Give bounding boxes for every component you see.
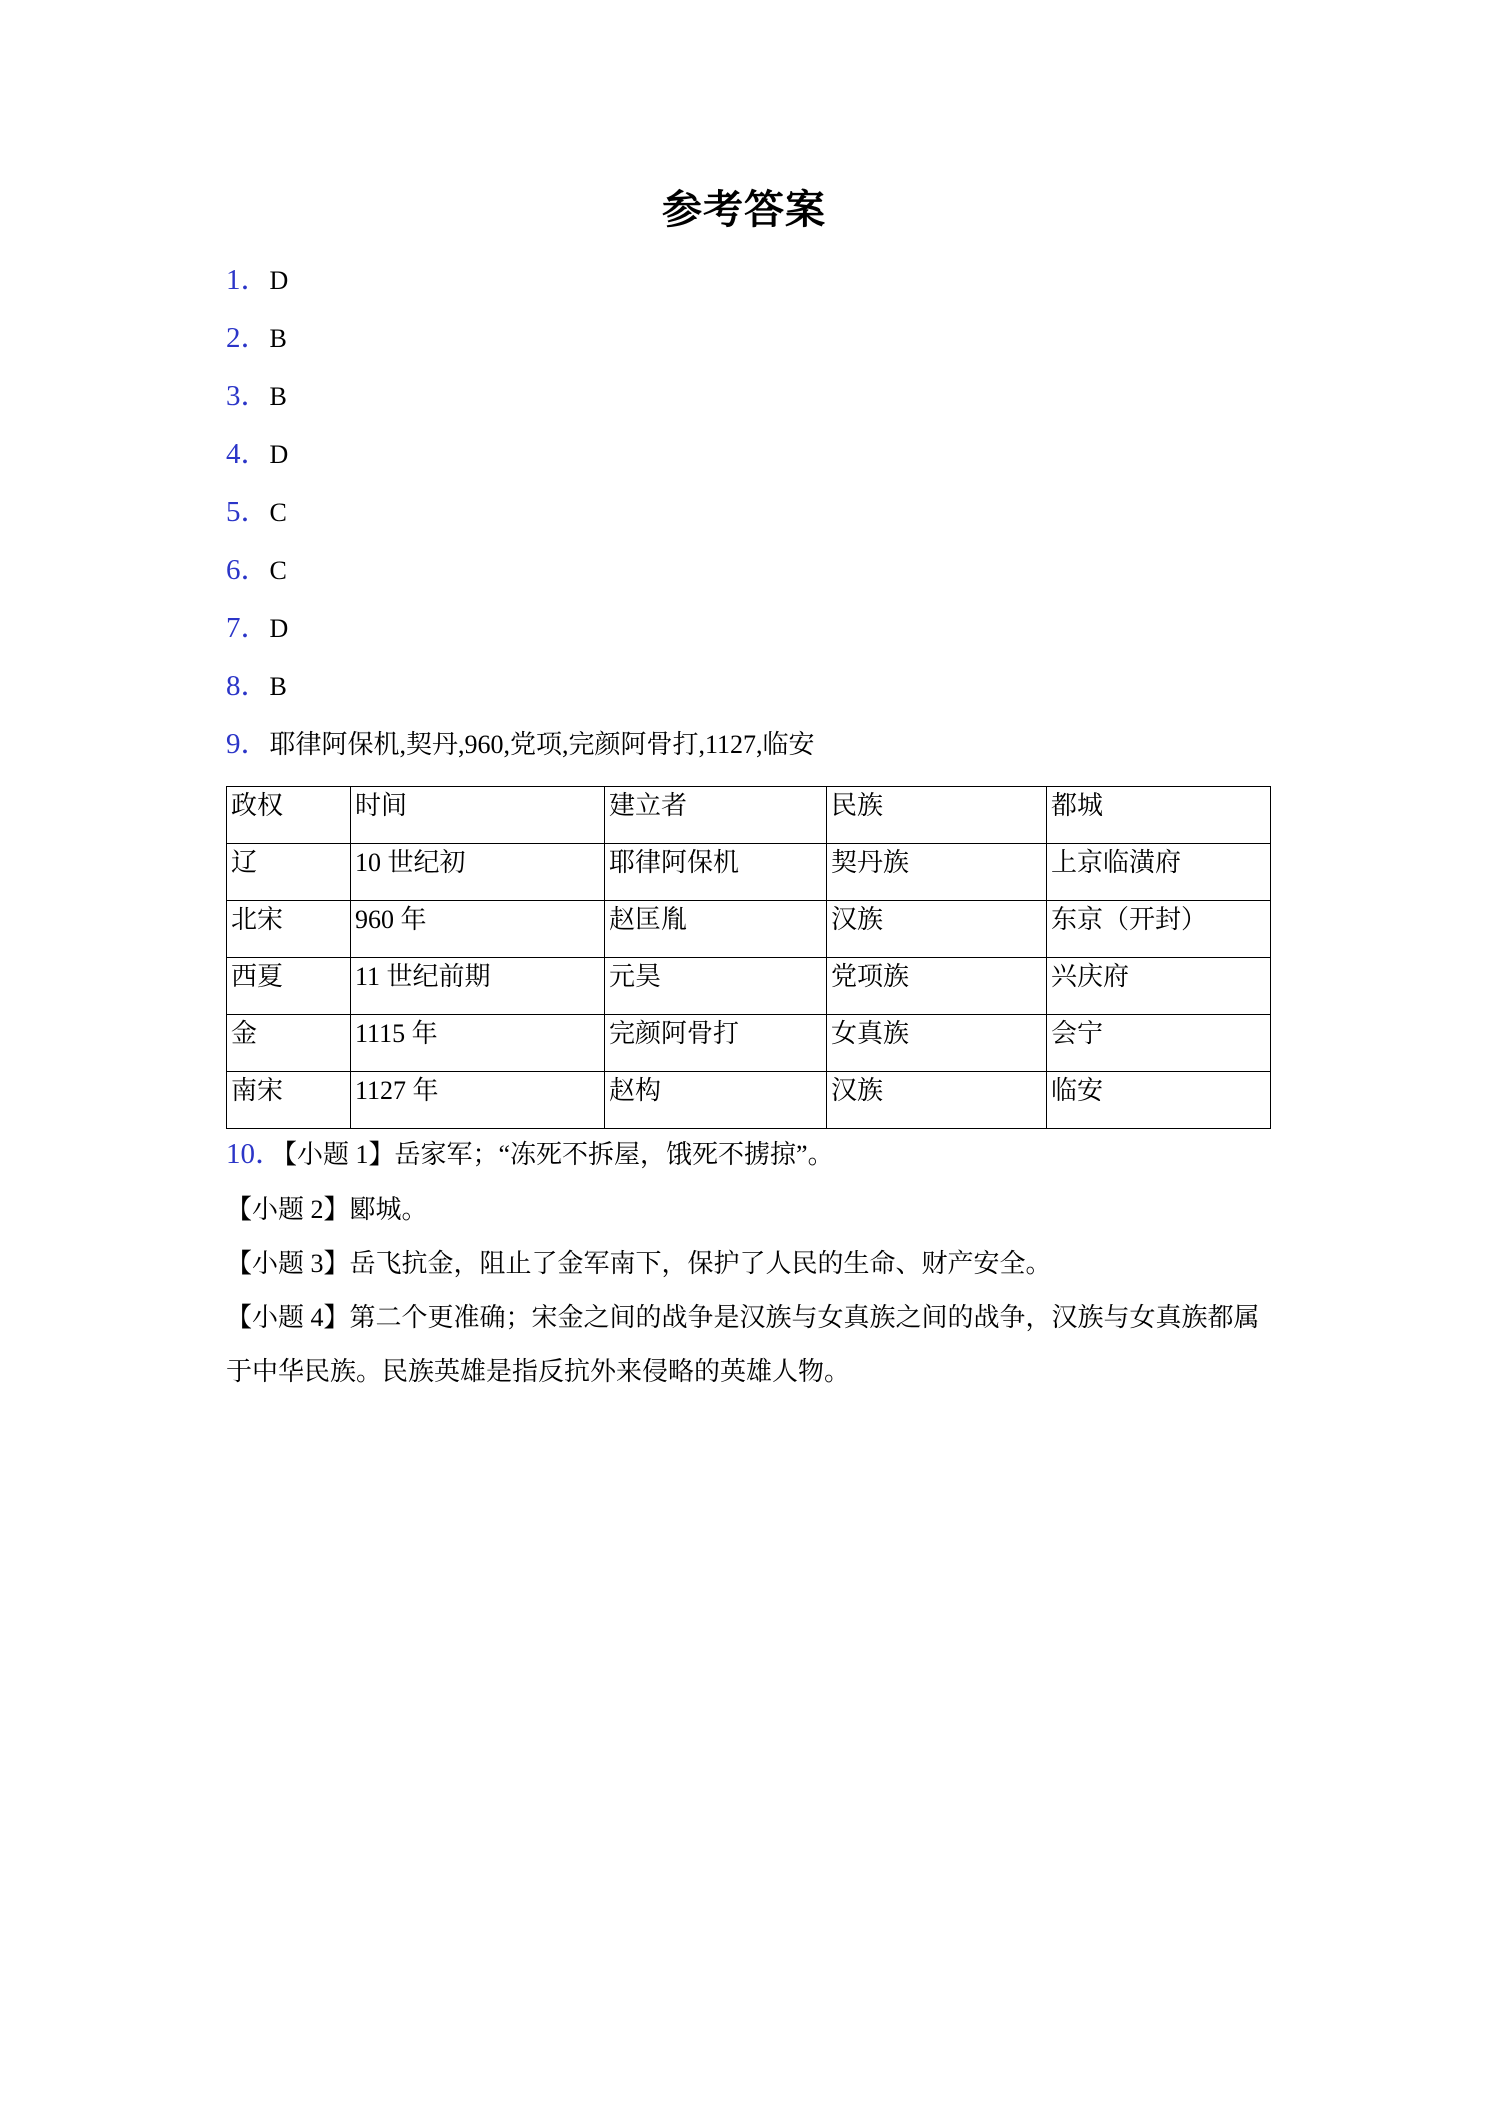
- q10-sub3: 【小题 3】岳飞抗金，阻止了金军南下，保护了人民的生命、财产安全。: [226, 1249, 1052, 1278]
- table-cell: 耶律阿保机: [605, 844, 827, 901]
- q10-sub4-line1: 【小题 4】第二个更准确；宋金之间的战争是汉族与女真族之间的战争，汉族与女真族都属: [226, 1303, 1260, 1332]
- q10-sub4-line2: 于中华民族。民族英雄是指反抗外来侵略的英雄人物。: [226, 1357, 851, 1386]
- table-cell: 北宋: [227, 901, 351, 958]
- answer-text: B: [269, 324, 287, 353]
- table-cell: 上京临潢府: [1047, 844, 1271, 901]
- answer-text: 耶律阿保机,契丹,960,党项,完颜阿骨打,1127,临安: [269, 730, 815, 759]
- answer-number: 7．: [226, 612, 270, 644]
- answer-number: 3．: [226, 380, 270, 412]
- answer-number: 10．: [226, 1138, 285, 1170]
- answer-number: 2．: [226, 322, 270, 354]
- table-cell: 西夏: [227, 958, 351, 1015]
- q10-sub1: [226, 1134, 1276, 1175]
- answer-item: [226, 260, 288, 300]
- table-cell: 赵构: [605, 1072, 827, 1129]
- table-cell: 临安: [1047, 1072, 1271, 1129]
- table-cell: 南宋: [227, 1072, 351, 1129]
- table-cell: 11 世纪前期: [351, 958, 605, 1015]
- answer-text: B: [269, 382, 287, 411]
- answer-item: [226, 318, 287, 358]
- table-cell: 时间: [351, 787, 605, 844]
- table-cell: 契丹族: [827, 844, 1047, 901]
- answer-number: 5．: [226, 496, 270, 528]
- answer-number: 4．: [226, 438, 270, 470]
- table-cell: 960 年: [351, 901, 605, 958]
- table-row: [227, 844, 1271, 901]
- table-cell: 建立者: [605, 787, 827, 844]
- q10-sub1-text: 【小题 1】岳家军；“冻死不拆屋，饿死不掳掠”。: [284, 1140, 834, 1169]
- answer-number: 6．: [226, 554, 270, 586]
- table-cell: 10 世纪初: [351, 844, 605, 901]
- table-cell: 汉族: [827, 1072, 1047, 1129]
- table-row: [227, 901, 1271, 958]
- answer-number: 9．: [226, 728, 270, 760]
- page-title: 参考答案: [662, 186, 826, 233]
- regime-table: [226, 786, 1271, 1129]
- answer-text: D: [269, 614, 289, 643]
- answer-text: C: [269, 556, 287, 585]
- answer-number: 1．: [226, 264, 270, 296]
- table-cell: 都城: [1047, 787, 1271, 844]
- table-row: [227, 1072, 1271, 1129]
- answer-text: D: [269, 440, 289, 469]
- table-cell: 女真族: [827, 1015, 1047, 1072]
- table-cell: 辽: [227, 844, 351, 901]
- answer-item: [226, 724, 815, 764]
- table-cell: 金: [227, 1015, 351, 1072]
- answer-item: [226, 608, 288, 648]
- table-cell: 政权: [227, 787, 351, 844]
- table-cell: 汉族: [827, 901, 1047, 958]
- table-cell: 元昊: [605, 958, 827, 1015]
- table-row: [227, 1015, 1271, 1072]
- table-cell: 赵匡胤: [605, 901, 827, 958]
- table-cell: 东京（开封）: [1047, 901, 1271, 958]
- answer-item: [226, 666, 287, 706]
- answer-item: [226, 550, 287, 590]
- answer-text: C: [269, 498, 287, 527]
- answer-item: [226, 492, 287, 532]
- answer-item: [226, 376, 287, 416]
- table-header-row: [227, 787, 1271, 844]
- table-cell: 完颜阿骨打: [605, 1015, 827, 1072]
- table-cell: 1127 年: [351, 1072, 605, 1129]
- answer-text: B: [269, 672, 287, 701]
- answer-number: 8．: [226, 670, 270, 702]
- table-cell: 党项族: [827, 958, 1047, 1015]
- table-cell: 兴庆府: [1047, 958, 1271, 1015]
- table-cell: 会宁: [1047, 1015, 1271, 1072]
- answer-item: [226, 434, 288, 474]
- q10-sub2: 【小题 2】郾城。: [226, 1195, 428, 1224]
- table-row: [227, 958, 1271, 1015]
- answer-text: D: [269, 266, 289, 295]
- table-cell: 民族: [827, 787, 1047, 844]
- table-cell: 1115 年: [351, 1015, 605, 1072]
